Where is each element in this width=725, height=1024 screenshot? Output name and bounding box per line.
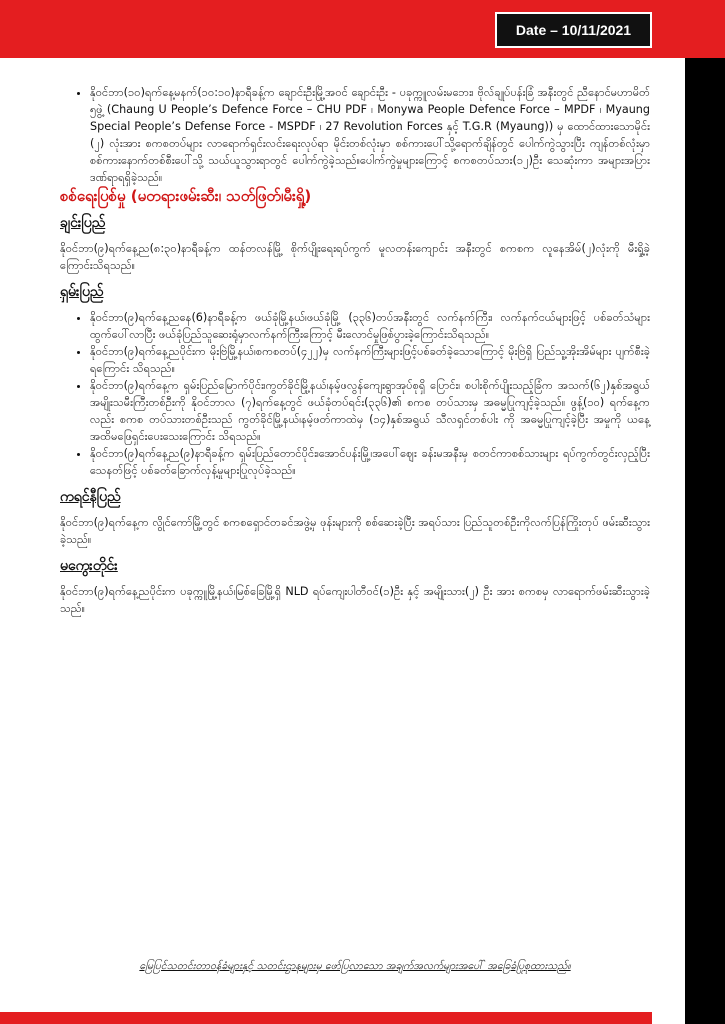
intro-list	[60, 84, 650, 186]
list-item: • နိုဝင်ဘာ(၉)ရက်နေ့ည(၉)နာရီခန့်က ရှမ်းပြည်တောင်ပိုင်း၊အောင်ပန်းမြို့၊အပေါ်ဈေး ခန်းမအနီးမှ စတင်ကာစစ်သားများ ရပ်ကွက်တွင်းလှည့်ပြီး သေနတ်ဖြင့် ပစ်ခတ်ခြောက်လှန့်မှုများပြုလုပ်ခဲ့သည်။	[90, 445, 650, 479]
footer-note: မြေပြင်သတင်းတာဝန်ခံများနှင့် သတင်းဌာနများမှ ဖော်ပြလာသော အချက်အလက်များအပေါ် အခြေခံပြုစုထားသည်။	[139, 960, 571, 972]
chin-paragraph: နိုဝင်ဘာ(၉)ရက်နေ့ည(၈:၃၀)နာရီခန့်က ထန်တလန်မြို့ စိုက်ပျိုးရေးရပ်ကွက် မူလတန်းကျောင်း အနီးတွင် စကစက လူနေအိမ်(၂)လုံးကို မီးရှို့ခဲ့ကြောင်းသိရသည်။	[60, 242, 650, 272]
region-heading-shan: ရှမ်းပြည်	[60, 284, 104, 300]
list-item: • နိုဝင်ဘာ(၉)ရက်နေ့ညနေ(6)နာရီခန့်က ဖယ်ခုံမြို့နယ်၊ဖယ်ခုံမြို့ (၃၃၆)တပ်အနီးတွင် လက်နက်ကြီး၊ လက်နက်ငယ်များဖြင့် ပစ်ခတ်သံများထွက်ပေါ်လာပြီး ဖယ်ခုံပြည်သူဆေးရုံမှာလက်နက်ကြီးကြောင့် မီးလောင်မှုဖြစ်ပွားခဲ့ကြောင်းသိရသည်။	[90, 309, 650, 343]
list-item: • နိုဝင်ဘာ(၉)ရက်နေ့ညပိုင်းက မိုးဗြဲမြို့နယ်၊စကစတပ်(၄၂၂)မှ လက်နက်ကြီးများဖြင့်ပစ်ခတ်ခဲ့သောကြောင့် မိုးဗြဲရှိ ပြည်သူ့အိုးအိမ်များ ပျက်စီးခဲ့ရကြောင်း သိရသည်။	[90, 343, 650, 377]
right-black-bar	[685, 58, 725, 1024]
footer-red-bar	[0, 1012, 652, 1024]
section-title: စစ်ရေးပြစ်မှု (မတရားဖမ်းဆီး၊ သတ်ဖြတ်၊မီးရှို့)	[60, 187, 312, 205]
region-heading-magway: မကွေးတိုင်း	[60, 558, 118, 574]
magway-paragraph: နိုဝင်ဘာ(၉)ရက်နေ့ညပိုင်းက ပခုက္ကူမြို့နယ်၊မြစ်ခြေမြို့ရှိ NLD ရပ်ကျေးပါတီဝင်(၁)ဦး နှင့် အမျိုးသား(၂) ဦး အား စကစမှ လာရောက်ဖမ်းဆီးသွားခဲ့သည်။	[60, 585, 650, 615]
shan-list	[60, 309, 650, 479]
document-body	[60, 84, 650, 623]
date-label: Date – 10/11/2021	[495, 12, 652, 48]
list-item: • နိုဝင်ဘာ(၁၀)ရက်နေ့မနက်(၁၀:၁၀)နာရီခန့်က ချောင်းဦးမြို့အဝင် ချောင်းဦး - ပခုက္ကူလမ်းမဘေး၊ ဗိုလ်ချုပ်ပန်းခြံ အနီးတွင် ညီနောင်မဟာမိတ် ၅ဖွဲ့ (Chaung U People’s Defence Force – CHU PDF ၊ Monywa People Defence Force – MPDF ၊ Myaung Special People’s Defense Force - MSPDF ၊ 27 Revolution Forces နှင့် T.G.R (Myaung)) မှ ထောင်ထားသောမိုင်း (၂) လုံးအား စကစတပ်များ လာရောက်ရှင်းလင်းရေးလုပ်ရာ မိုင်းတစ်လုံးမှာ စစ်ကားပေါ်သို့ရောက်ချိန်တွင် ပေါက်ကွဲသွားပြီး ကျန်တစ်လုံးမှာ စစ်ကားနောက်တစ်စီးပေါ်သို့ သယ်ယူသွားရာတွင် ပေါက်ကွဲခဲ့သည်။ပေါက်ကွဲမှုများကြောင့် စကစတပ်သား(၁၂)ဦး သေဆုံးကာ အများအပြား ဒဏ်ရာရရှိခဲ့သည်။	[90, 84, 650, 186]
list-item: • နိုဝင်ဘာ(၉)ရက်နေ့က ရှမ်းပြည်မြောက်ပိုင်း၊ကွတ်ခိုင်မြို့နယ်၊နမ့်ဖလွန်ကျေးရွာအုပ်စုရှိ ပြောင်း၊ စပါးစိုက်ပျိုးသည့်ခြံက အသက်(၆၂)နှစ်အရွယ် အမျိုးသမီးကြီးတစ်ဦးကို နိုဝင်ဘာလ (၇)ရက်နေ့တွင် ဖယ်ခုံတပ်ရင်း(၃၃၆)၏ စကစ တပ်သားမှ အဓမ္မပြုကျင့်ခဲ့သည်။ ဖွန့်(၁၀) ရက်နေ့က လည်း စကစ တပ်သားတစ်ဦးသည် ကွတ်ခိုင်မြို့နယ်၊နမ့်ဖတ်ကာထဲမှ (၁၄)နှစ်အရွယ် သီလရှင်တစ်ပါး ကို အဓမ္မပြုကျင့်ခဲ့ပြီး အမှုကို ယနေ့အထိမဖြေရှင်းပေးသေးကြောင်း သိရသည်။	[90, 377, 650, 445]
region-heading-karenni: ကရင်နီပြည်	[60, 489, 121, 505]
karenni-paragraph: နိုဝင်ဘာ(၉)ရက်နေ့က လွိုင်ကော်မြို့တွင် စကစရှောင်တခင်အဖွဲ့မှ ဖုန်းများကို စစ်ဆေးခဲ့ပြီး အရပ်သား ပြည်သူတစ်ဦးကိုလက်ပြန်ကြိုးတုပ် ဖမ်းဆီးသွားခဲ့သည်။	[60, 516, 650, 546]
region-heading-chin: ချင်းပြည်	[60, 215, 106, 231]
